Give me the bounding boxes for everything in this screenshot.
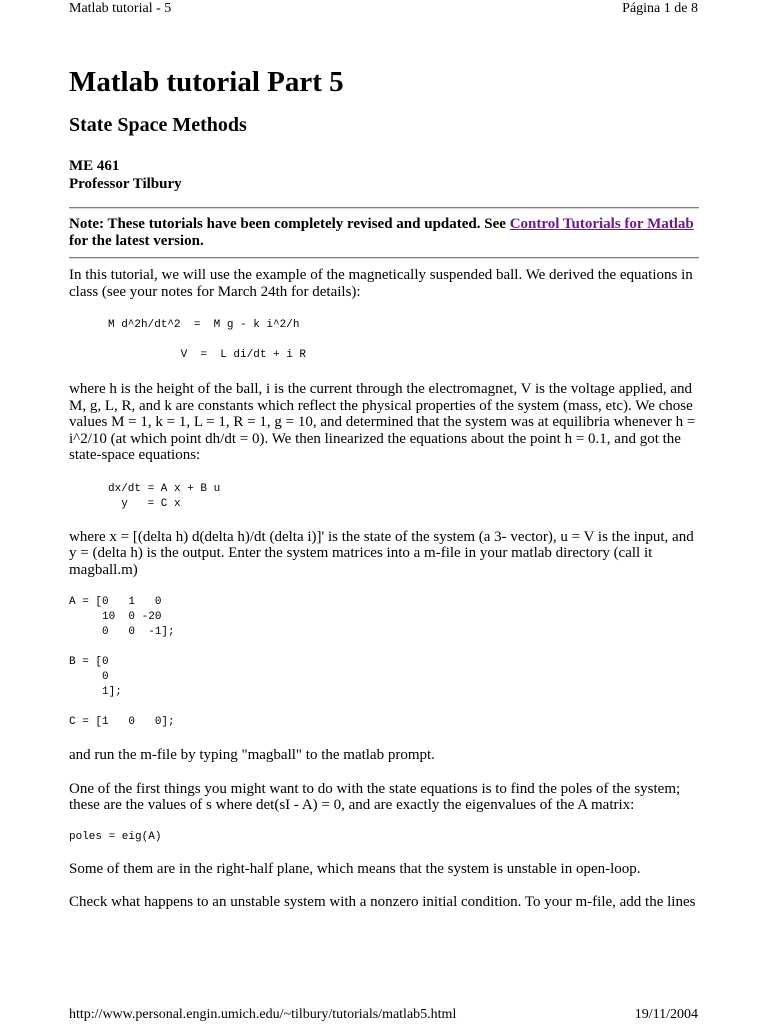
- note-text-before: Note: These tutorials have been completely revised and updated. See: [69, 216, 510, 232]
- variables-paragraph: where h is the height of the ball, i is the current through the electromagnet, V is the voltage applied, and M, g, L, R, and k are constants which reflect the physical properties of the system (mass, etc). We chose values M = 1, k = 1, L = 1, R = 1, g = 10, and determined that the system was at equilibria whenever h = i^2/10 (at which point dh/dt = 0). We then linearized the equations about the point h = 0.1, and got the state-space equations:: [69, 381, 696, 463]
- page-header-title: Matlab tutorial - 5: [69, 1, 172, 16]
- initial-condition-paragraph: Check what happens to an unstable system with a nonzero initial condition. To your m-file, add the lines: [69, 894, 696, 910]
- run-mfile-paragraph: and run the m-file by typing "magball" to the matlab prompt.: [69, 747, 435, 763]
- poles-paragraph: One of the first things you might want to do with the state equations is to find the poles of the system; these are the values of s where det(sI - A) = 0, and are exactly the eigenvalues of the A matrix:: [69, 780, 681, 813]
- control-tutorials-link[interactable]: Control Tutorials for Matlab: [509, 216, 694, 232]
- state-vector-paragraph: where x = [(delta h) d(delta h)/dt (delta i)]' is the state of the system (a 3- vector), u = V is the input, and y = (delta h) is the output. Enter the system matrices into a m-file in your matlab directory (call it magball.m): [69, 528, 694, 578]
- intro-paragraph: In this tutorial, we will use the example of the magnetically suspended ball. We derived the equations in class (see your notes for March 24th for details):: [69, 267, 693, 300]
- page-number: Página 1 de 8: [622, 1, 698, 16]
- course-code: ME 461: [69, 158, 120, 174]
- matrix-a-code: A = [0 1 0 10 0 -20 0 0 -1];: [69, 596, 175, 638]
- page-footer-url: http://www.personal.engin.umich.edu/~tilbury/tutorials/matlab5.html: [69, 1007, 457, 1022]
- state-space-equations-code: dx/dt = A x + B u y = C x: [108, 482, 221, 510]
- page-footer-date: 19/11/2004: [634, 1007, 698, 1022]
- matrix-b-code: B = [0 0 1];: [69, 656, 122, 698]
- note-divider-bottom: [69, 257, 699, 259]
- matrix-c-code: C = [1 0 0];: [69, 716, 175, 728]
- poles-code: poles = eig(A): [69, 830, 162, 843]
- document-body: [69, 64, 699, 911]
- page-title: Matlab tutorial Part 5: [69, 66, 344, 98]
- equations-of-motion-code: M d^2h/dt^2 = M g - k i^2/h V = L di/dt + i R: [108, 319, 307, 361]
- note-text-after: for the latest version.: [69, 233, 204, 249]
- course-info: [69, 157, 699, 193]
- revision-note: [69, 216, 699, 250]
- note-divider-top: [69, 207, 699, 209]
- section-title: State Space Methods: [69, 114, 247, 136]
- course-professor: Professor Tilbury: [69, 176, 182, 192]
- unstable-paragraph: Some of them are in the right-half plane, which means that the system is unstable in open-loop.: [69, 860, 641, 877]
